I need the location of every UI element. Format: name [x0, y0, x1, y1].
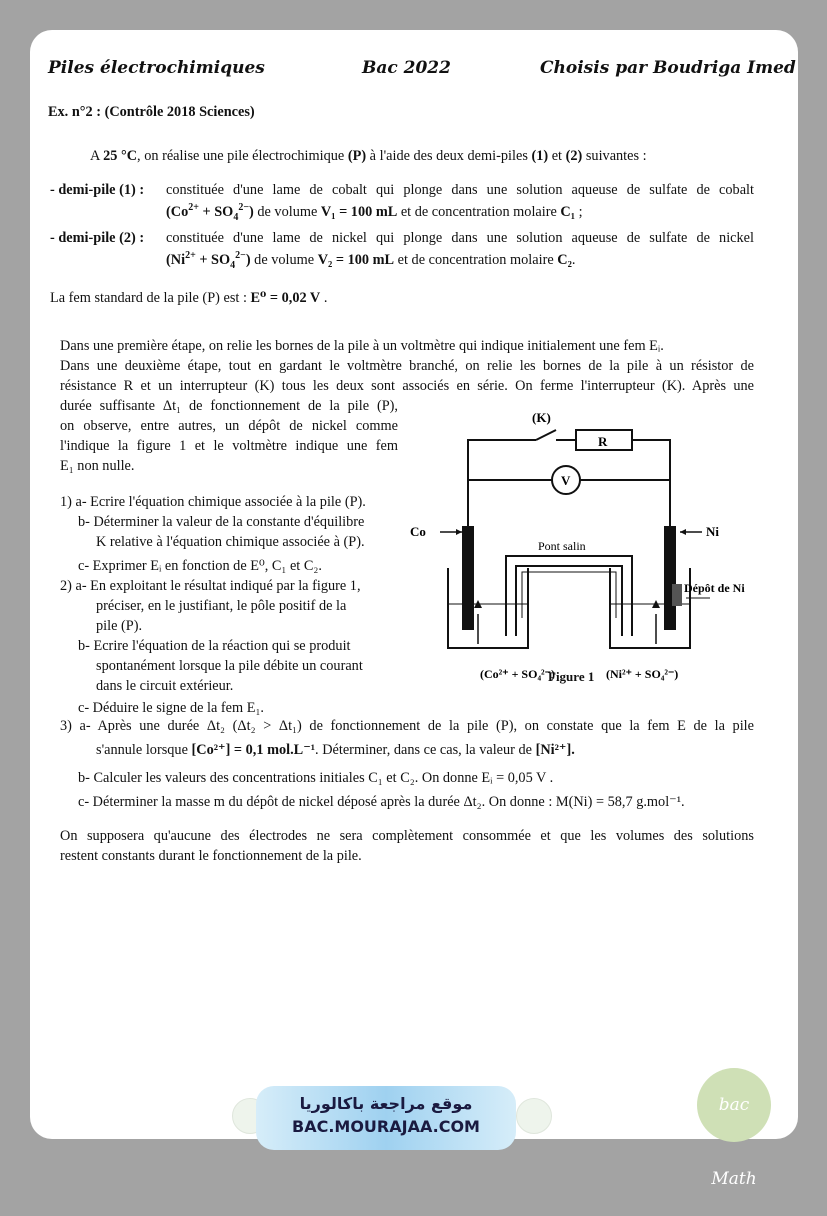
question-3a-line2: s'annule lorsque [Co²⁺] = 0,1 mol.L⁻¹. Déterminer, dans ce cas, la valeur de [Ni²⁺]. — [96, 742, 575, 758]
label-salt-bridge: Pont salin — [538, 539, 586, 553]
question-2b-line3: dans le circuit extérieur. — [96, 678, 234, 694]
question-2a-line1: 2) a- En exploitant le résultat indiqué par la figure 1, — [60, 578, 361, 594]
step-two-line4: on observe, entre autres, un dépôt de nickel comme — [60, 418, 398, 434]
exercise-title — [48, 102, 255, 122]
question-2a-line2: préciser, en le justifiant, le pôle positif de la — [96, 598, 347, 614]
final-note-line2: restent constants durant le fonctionnement de la pile. — [60, 848, 362, 864]
label-v: V — [561, 473, 571, 488]
figure-caption: Figure 1 — [548, 669, 595, 684]
label-solution-1: (Co²⁺ + SO₄²⁻) — [480, 667, 555, 681]
question-3a-line1: 3) a- Après une durée Δt₂ (Δt₂ > Δt₁) de fonctionnement de la pile (P), on constate que la fem E de la pile — [60, 718, 754, 734]
step-two-line3: durée suffisante Δt₁ de fonctionnement de la pile (P), — [60, 398, 398, 414]
footer-banner[interactable] — [256, 1086, 516, 1150]
label-deposit: Dépôt de Ni — [684, 581, 745, 595]
question-2b-line1: b- Ecrire l'équation de la réaction qui se produit — [78, 638, 351, 654]
question-3b: b- Calculer les valeurs des concentrations initiales C₁ et C₂. On donne Eᵢ = 0,05 V . — [78, 770, 554, 786]
exercise-source: (Contrôle 2018 Sciences) — [104, 104, 255, 120]
salt-bridge-outer — [506, 556, 632, 636]
demi-pile-1-line1: constituée d'une lame de cobalt qui plonge dans une solution aqueuse de sulfate de cobalt — [166, 182, 754, 198]
question-1c: c- Exprimer Eᵢ en fonction de E⁰, C₁ et C₂. — [78, 558, 322, 574]
step-two-line1: Dans une deuxième étape, tout en gardant le voltmètre branché, on relie les bornes de la pile à un résistor de — [60, 358, 754, 374]
label-k: (K) — [532, 410, 551, 425]
question-2a-line3: pile (P). — [96, 618, 143, 634]
demi-pile-1-label: - demi-pile (1) : — [50, 182, 145, 198]
nickel-deposit — [672, 584, 682, 606]
question-2b-line2: spontanément lorsque la pile débite un courant — [96, 658, 363, 674]
standard-fem: La fem standard de la pile (P) est : E⁰ = 0,02 V . — [50, 290, 328, 306]
question-1b-line2: K relative à l'équation chimique associée à (P). — [96, 534, 365, 550]
exercise-number: Ex. n°2 : — [48, 104, 101, 120]
question-2c: c- Déduire le signe de la fem E₁. — [78, 700, 264, 716]
header-left: Piles électrochimiques — [48, 58, 265, 78]
label-solution-2: (Ni²⁺ + SO₄²⁻) — [606, 667, 679, 681]
step-two-line6: E₁ non nulle. — [60, 458, 135, 474]
document-page — [30, 30, 798, 1139]
site-logo-right — [516, 1098, 552, 1134]
step-one-paragraph: Dans une première étape, on relie les bornes de la pile à un voltmètre qui indique initialement une fem Eᵢ. — [60, 338, 664, 354]
header-right: Choisis par Boudriga Imed — [540, 58, 796, 78]
bac-math-badge: bac Math — [697, 1068, 771, 1142]
demi-pile-2-line1: constituée d'une lame de nickel qui plonge dans une solution aqueuse de sulfate de nickel — [166, 230, 754, 246]
nickel-electrode — [664, 526, 676, 630]
demi-pile-2-line2: $(Ni^{2+} + SO_4^{2-})$ de volume V₂ = 100 mL et de concentration molaire C₂. — [166, 250, 576, 271]
demi-pile-1-line2: $(Co^{2+} + SO_4^{2-})$ de volume V₁ = 100 mL et de concentration molaire C₁ ; — [166, 202, 583, 223]
step-two-line5: l'indique la figure 1 et le voltmètre indique une fem — [60, 438, 398, 454]
final-note-line1: On supposera qu'aucune des électrodes ne sera complètement consommée et que les volumes des solutions — [60, 828, 754, 844]
question-1b-line1: b- Déterminer la valeur de la constante d'équilibre — [78, 514, 365, 530]
label-ni: Ni — [706, 524, 719, 539]
header-center: Bac 2022 — [362, 58, 451, 78]
step-two-line2: résistance R et un interrupteur (K) tous les deux sont associés en série. On ferme l'interrupteur (K). Après une — [60, 378, 754, 394]
intro-line: A 25 °C, on réalise une pile électrochimique (P) à l'aide des deux demi-piles (1) et (2) suivantes : — [90, 148, 647, 164]
label-co: Co — [410, 524, 426, 539]
cobalt-electrode — [462, 526, 474, 630]
question-1a: 1) a- Ecrire l'équation chimique associée à la pile (P). — [60, 494, 366, 510]
footer-arabic: موقع مراجعة باكالوريا — [299, 1094, 473, 1113]
demi-pile-2-label: - demi-pile (2) : — [50, 230, 145, 246]
wire-left — [468, 440, 536, 548]
question-3c: c- Déterminer la masse m du dépôt de nickel déposé après la durée Δt₂. On donne : M(Ni) = 58,7 g.mol⁻¹. — [78, 794, 685, 810]
label-r: R — [598, 434, 608, 449]
footer-url[interactable]: BAC.MOURAJAA.COM — [292, 1117, 480, 1136]
figure-1-circuit — [410, 408, 760, 688]
switch-k — [536, 430, 556, 440]
